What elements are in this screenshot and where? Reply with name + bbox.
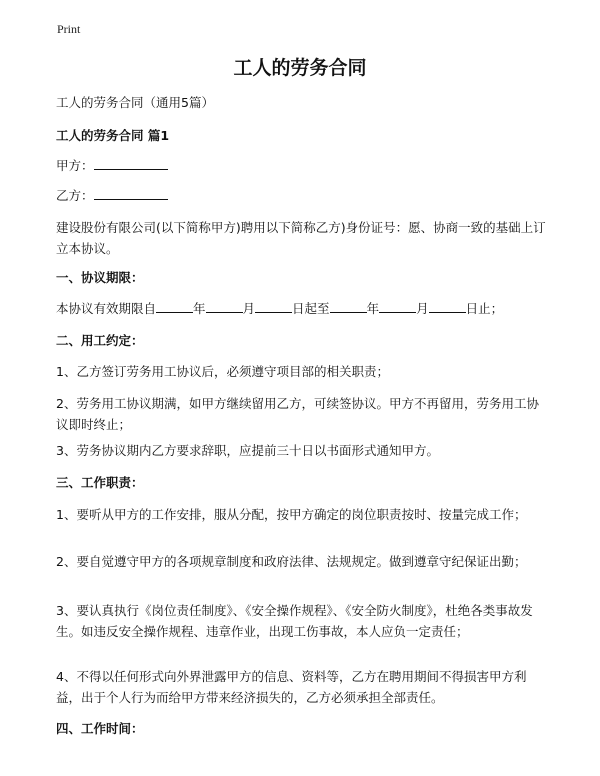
term-prefix: 本协议有效期限自: [56, 301, 157, 316]
term-blank: [429, 298, 466, 313]
term-year2: 年: [366, 301, 380, 316]
term-blank: [330, 298, 367, 313]
section-title: 工人的劳务合同 篇1: [56, 128, 170, 143]
duty-clause-1: 1、要听从甲方的工作安排，服从分配，按甲方确定的岗位职责按时、按量完成工作；: [56, 507, 527, 522]
heading-work-hours: 四、工作时间：: [56, 721, 144, 736]
party-b-label: 乙方：: [56, 188, 94, 203]
term-blank: [206, 298, 243, 313]
document-subtitle: 工人的劳务合同（通用5篇）: [56, 95, 214, 110]
term-blank: [156, 298, 193, 313]
term-month2: 月: [416, 301, 429, 316]
print-link[interactable]: Print: [57, 22, 81, 36]
term-day1: 日起至: [292, 301, 330, 316]
party-b-line: [56, 185, 168, 206]
heading-employment: 二、用工约定：: [56, 333, 144, 348]
term-year1: 年: [193, 301, 206, 316]
party-b-blank: [94, 185, 168, 200]
employment-clause-2: 2、劳务用工协议期满，如甲方继续留用乙方，可续签协议。甲方不再留用，劳务用工协议即时终止；: [56, 396, 539, 432]
heading-duties: 三、工作职责：: [56, 475, 144, 490]
duty-clause-3: 3、要认真执行《岗位责任制度》、《安全操作规程》、《安全防火制度》，杜绝各类事故发生。如违反安全操作规程、违章作业，出现工伤事故，本人应负一定责任；: [56, 603, 533, 639]
term-day2: 日止；: [465, 301, 504, 316]
term-blank: [255, 298, 292, 313]
employment-clause-3: 3、劳务协议期内乙方要求辞职，应提前三十日以书面形式通知甲方。: [56, 443, 439, 458]
employment-clause-1: 1、乙方签订劳务用工协议后，必须遵守项目部的相关职责；: [56, 364, 389, 379]
party-a-blank: [94, 155, 168, 170]
term-line: [56, 298, 503, 319]
term-blank: [379, 298, 416, 313]
term-month1: 月: [242, 301, 256, 316]
heading-term: 一、协议期限：: [56, 270, 144, 285]
party-a-line: [56, 155, 168, 176]
duty-clause-4: 4、不得以任何形式向外界泄露甲方的信息、资料等，乙方在聘用期间不得损害甲方利益，出于个人行为而给甲方带来经济损失的，乙方必须承担全部责任。: [56, 669, 527, 705]
intro-paragraph: 建设股份有限公司(以下简称甲方)聘用以下简称乙方)身份证号：愿、协商一致的基础上订立本协议。: [56, 220, 546, 256]
party-a-label: 甲方：: [56, 158, 94, 173]
duty-clause-2: 2、要自觉遵守甲方的各项规章制度和政府法律、法规规定。做到遵章守纪保证出勤；: [56, 554, 527, 569]
document-title: 工人的劳务合同: [233, 57, 367, 79]
